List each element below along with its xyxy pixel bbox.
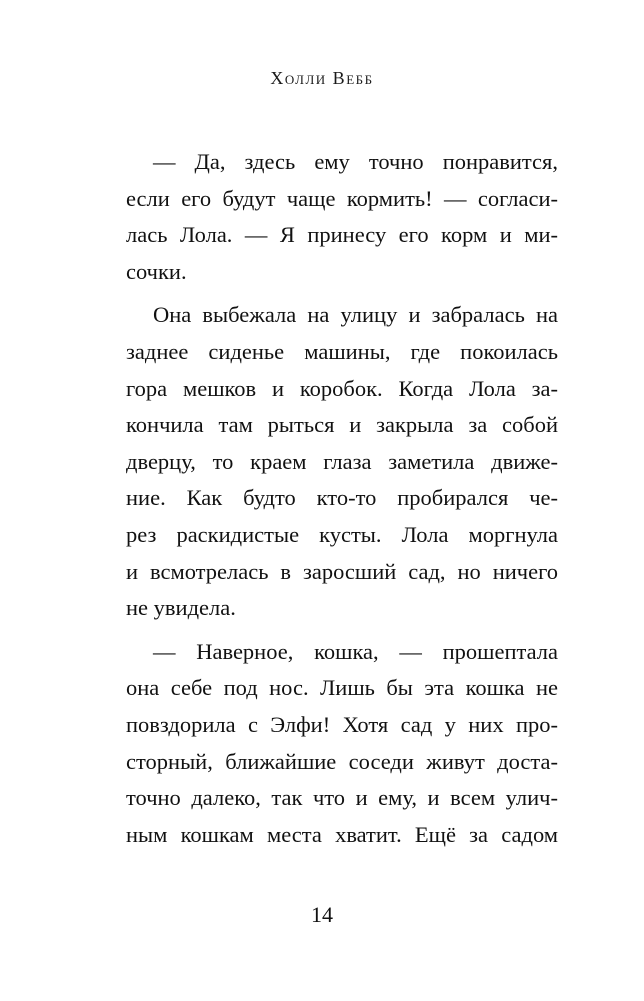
text-line: ние. Как будто кто-то пробирался че- bbox=[126, 485, 558, 511]
text-line: и всмотрелась в заросший сад, но ничего bbox=[126, 558, 558, 584]
text-line: Она выбежала на улицу и забралась на bbox=[153, 302, 558, 328]
text-line: лась Лола. — Я принесу его корм и ми- bbox=[126, 222, 558, 248]
text-line: — Наверное, кошка, — прошептала bbox=[153, 638, 558, 664]
running-head-author: Холли Вебб bbox=[270, 68, 374, 88]
text-line: дверцу, то краем глаза заметила движе- bbox=[126, 448, 558, 474]
page-number: 14 bbox=[311, 902, 333, 927]
text-line: ным кошкам места хватит. Ещё за садом bbox=[126, 821, 558, 847]
text-line: не увидела. bbox=[126, 595, 236, 621]
text-line: рез раскидистые кусты. Лола моргнула bbox=[126, 521, 558, 547]
text-line: сочки. bbox=[126, 258, 187, 284]
paragraph-1 bbox=[126, 144, 558, 290]
text-line: сторный, ближайшие соседи живут доста- bbox=[126, 748, 558, 774]
text-line: — Да, здесь ему точно понравится, bbox=[153, 149, 558, 174]
text-line: заднее сиденье машины, где покоилась bbox=[126, 338, 558, 364]
text-line: повздорила с Элфи! Хотя сад у них про- bbox=[126, 711, 558, 737]
text-line: она себе под нос. Лишь бы эта кошка не bbox=[126, 675, 558, 701]
text-line: гора мешков и коробок. Когда Лола за- bbox=[126, 375, 558, 401]
paragraph-2 bbox=[126, 297, 558, 626]
text-line: кончила там рыться и закрыла за собой bbox=[126, 412, 558, 438]
paragraph-3 bbox=[126, 634, 558, 854]
body-text bbox=[126, 144, 558, 860]
text-line: точно далеко, так что и ему, и всем улич- bbox=[126, 785, 558, 811]
text-line: если его будут чаще кормить! — согласи- bbox=[126, 185, 558, 211]
